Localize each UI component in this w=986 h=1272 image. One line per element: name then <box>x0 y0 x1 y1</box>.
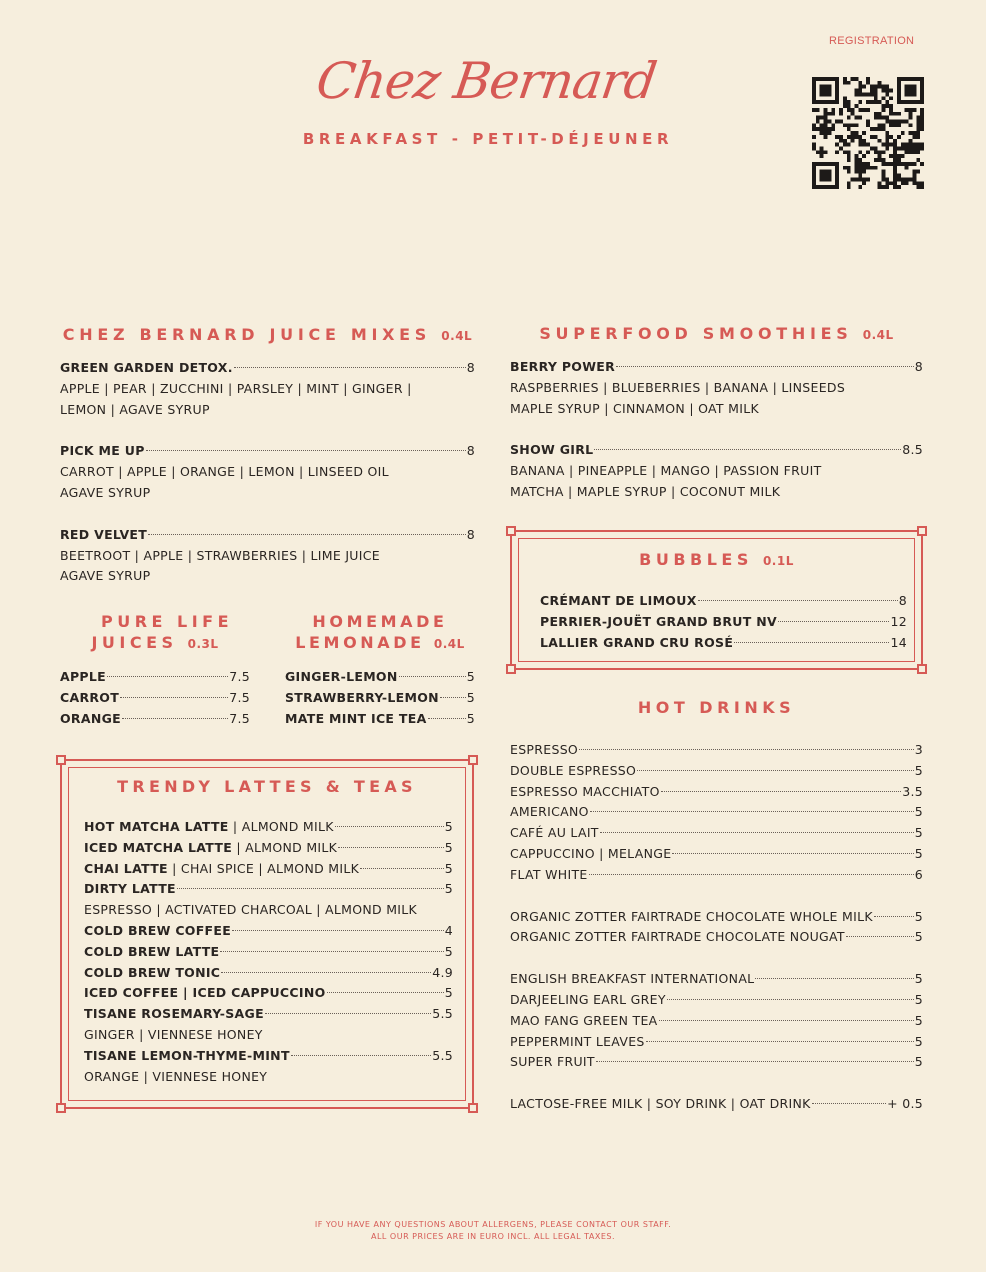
bubbles-title: BUBBLES 0.1L <box>639 550 794 569</box>
item-price: 5 <box>914 1054 923 1070</box>
menu-item-row <box>510 1052 923 1073</box>
item-description: MATCHA | MAPLE SYRUP | COCONUT MILK <box>510 483 781 499</box>
item-name: ICED COFFEE | ICED CAPPUCCINO <box>84 985 326 1001</box>
menu-item-row <box>60 667 250 688</box>
menu-item-row <box>510 823 923 844</box>
item-name: ICED MATCHA LATTE <box>84 839 233 855</box>
item-price: 5 <box>914 991 923 1007</box>
dot-leader <box>698 600 898 601</box>
item-name: ESPRESSO MACCHIATO <box>510 783 660 799</box>
menu-item-row <box>60 441 475 462</box>
smoothies-list <box>510 357 923 503</box>
bubbles-frame <box>510 530 923 670</box>
dot-leader <box>399 676 466 677</box>
dot-leader <box>590 811 914 812</box>
menu-item-row <box>60 525 475 546</box>
item-name: CAPPUCCINO | MELANGE <box>510 845 672 861</box>
item-name: COLD BREW COFFEE <box>84 922 232 938</box>
menu-item-row <box>510 865 923 886</box>
item-name: CHAI LATTE <box>84 860 168 876</box>
lemonade-title: HOMEMADE LEMONADE 0.4L <box>295 612 465 652</box>
item-price: 5 <box>914 1012 923 1028</box>
item-name: HOT MATCHA LATTE <box>84 819 229 834</box>
item-name: FLAT WHITE <box>510 866 588 882</box>
menu-item-row <box>510 740 923 761</box>
menu-item-row <box>540 633 907 654</box>
menu-item-row <box>540 591 907 612</box>
item-price: 14 <box>890 634 907 650</box>
qr-code-icon[interactable] <box>812 77 924 189</box>
item-price: 5 <box>914 908 923 924</box>
item-name: STRAWBERRY-LEMON <box>285 689 439 705</box>
item-name: PEPPERMINT LEAVES <box>510 1033 645 1049</box>
item-name: LACTOSE-FREE MILK | SOY DRINK | OAT DRINK <box>510 1096 811 1112</box>
dot-leader <box>122 718 228 719</box>
dot-leader <box>661 791 901 792</box>
menu-item-row <box>84 1004 453 1025</box>
item-price: 4.9 <box>432 964 453 980</box>
dot-leader <box>667 999 914 1000</box>
item-name: COLD BREW TONIC <box>84 964 221 980</box>
item-price: 5 <box>914 845 923 861</box>
menu-item-row <box>60 688 250 709</box>
item-price: 5 <box>914 1033 923 1049</box>
item-price: 8 <box>466 360 475 375</box>
item-price: 5 <box>444 860 453 876</box>
bubbles-list <box>540 591 907 653</box>
item-price: 5 <box>444 881 453 897</box>
menu-item-row <box>285 709 475 730</box>
juice-mixes-list <box>60 358 475 587</box>
menu-item-row <box>84 817 453 838</box>
item-name: PICK ME UP <box>60 443 145 459</box>
footer-note <box>0 1219 986 1243</box>
menu-item-row <box>510 761 923 782</box>
dot-leader <box>440 697 466 698</box>
item-name: SHOW GIRL <box>510 442 594 458</box>
menu-item-row <box>540 612 907 633</box>
item-name: CRÉMANT DE LIMOUX <box>540 593 697 608</box>
menu-item-row <box>60 358 475 379</box>
dot-leader <box>596 1061 914 1062</box>
dot-leader <box>148 534 466 535</box>
item-name: COLD BREW LATTE <box>84 943 220 959</box>
item-price: + 0.5 <box>887 1096 923 1112</box>
menu-item-row <box>84 921 453 942</box>
dot-leader <box>360 868 444 869</box>
item-name: TISANE ROSEMARY-SAGE <box>84 1006 264 1022</box>
pure-life-list <box>60 667 250 729</box>
item-price: 5 <box>444 839 453 855</box>
item-description: ESPRESSO | ACTIVATED CHARCOAL | ALMOND MILK <box>84 902 418 918</box>
dot-leader <box>146 450 466 451</box>
dot-leader <box>579 749 914 750</box>
menu-item-row <box>510 802 923 823</box>
item-name: RED VELVET <box>60 526 148 542</box>
item-description: APPLE | PEAR | ZUCCHINI | PARSLEY | MINT | GINGER | <box>60 380 412 396</box>
item-description: LEMON | AGAVE SYRUP <box>60 401 210 417</box>
dot-leader <box>646 1041 914 1042</box>
dot-leader <box>234 367 466 368</box>
menu-item-row <box>84 942 453 963</box>
menu-item-row <box>84 838 453 859</box>
dot-leader <box>335 826 444 827</box>
smoothies-section <box>510 323 923 503</box>
menu-item-row <box>285 688 475 709</box>
dot-leader <box>291 1055 431 1056</box>
item-price: 12 <box>890 613 907 629</box>
dot-leader <box>755 978 913 979</box>
item-name: ORANGE <box>60 710 121 726</box>
menu-item-row <box>510 969 923 990</box>
item-price: 5 <box>914 825 923 841</box>
menu-item-row <box>510 440 923 461</box>
item-price: 3 <box>914 742 923 757</box>
item-price: 5 <box>444 819 453 834</box>
item-price: 3.5 <box>902 783 923 799</box>
footer-prices: ALL OUR PRICES ARE IN EURO INCL. ALL LEGAL TAXES. <box>371 1232 615 1241</box>
item-name: LALLIER GRAND CRU ROSÉ <box>540 634 734 650</box>
item-extra: | CHAI SPICE | ALMOND MILK <box>167 860 360 876</box>
item-extra: | ALMOND MILK <box>228 819 334 834</box>
item-price: 5 <box>914 929 923 945</box>
item-price: 8 <box>898 593 907 608</box>
dot-leader <box>812 1103 887 1104</box>
item-name: MAO FANG GREEN TEA <box>510 1012 658 1028</box>
item-name: ORGANIC ZOTTER FAIRTRADE CHOCOLATE WHOLE MILK <box>510 908 873 924</box>
item-price: 8.5 <box>902 442 923 458</box>
dot-leader <box>734 642 889 643</box>
dot-leader <box>120 697 228 698</box>
hot-drinks-title: HOT DRINKS <box>637 698 796 717</box>
item-name: MATE MINT ICE TEA <box>285 710 427 726</box>
dot-leader <box>220 951 443 952</box>
lattes-title: TRENDY LATTES & TEAS <box>117 777 417 796</box>
item-description: AGAVE SYRUP <box>60 484 151 500</box>
lemonade-section <box>285 611 475 729</box>
menu-item-row <box>510 907 923 928</box>
item-name: PERRIER-JOUËT GRAND BRUT NV <box>540 613 777 629</box>
dot-leader <box>600 832 914 833</box>
item-price: 7.5 <box>229 689 250 705</box>
pure-life-section <box>60 611 250 729</box>
menu-item-row <box>510 844 923 865</box>
dot-leader <box>589 874 914 875</box>
item-price: 5 <box>914 804 923 820</box>
hot-drinks-list <box>510 740 923 1115</box>
item-name: GREEN GARDEN DETOX. <box>60 360 233 375</box>
dot-leader <box>428 718 466 719</box>
menu-item-row <box>510 782 923 803</box>
item-price: 5 <box>466 669 475 684</box>
item-name: BERRY POWER <box>510 359 616 374</box>
menu-item-row <box>510 990 923 1011</box>
item-extra: | ALMOND MILK <box>232 839 338 855</box>
item-name: APPLE <box>60 669 107 684</box>
menu-item-row <box>510 357 923 378</box>
item-price: 5 <box>466 710 475 726</box>
item-price: 5 <box>914 971 923 987</box>
dot-leader <box>778 621 890 622</box>
item-name: GINGER-LEMON <box>285 669 398 684</box>
menu-item-row <box>84 879 453 900</box>
item-name: AMERICANO <box>510 804 589 820</box>
item-name: ENGLISH BREAKFAST INTERNATIONAL <box>510 971 755 987</box>
dot-leader <box>846 936 914 937</box>
item-price: 8 <box>914 359 923 374</box>
restaurant-logo: Chez Bernard <box>312 52 660 110</box>
item-price: 5 <box>444 985 453 1001</box>
item-price: 5 <box>444 943 453 959</box>
item-price: 8 <box>466 443 475 459</box>
item-price: 5.5 <box>432 1006 453 1022</box>
item-description: AGAVE SYRUP <box>60 568 151 584</box>
item-name: TISANE LEMON-THYME-MINT <box>84 1047 290 1063</box>
dot-leader <box>221 972 431 973</box>
item-description: BANANA | PINEAPPLE | MANGO | PASSION FRUIT <box>510 463 822 479</box>
item-price: 8 <box>466 526 475 542</box>
dot-leader <box>637 770 914 771</box>
dot-leader <box>107 676 228 677</box>
lattes-list <box>84 817 453 1087</box>
dot-leader <box>659 1020 914 1021</box>
smoothies-title: SUPERFOOD SMOOTHIES 0.4L <box>539 324 894 343</box>
registration-link[interactable]: REGISTRATION <box>829 35 915 47</box>
item-price: 5.5 <box>432 1047 453 1063</box>
footer-allergens: IF YOU HAVE ANY QUESTIONS ABOUT ALLERGENS, PLEASE CONTACT OUR STAFF. <box>314 1220 672 1229</box>
item-price: 7.5 <box>229 669 250 684</box>
item-price: 4 <box>444 922 453 938</box>
dot-leader <box>338 847 444 848</box>
item-price: 6 <box>914 866 923 882</box>
lemonade-list <box>285 667 475 729</box>
lattes-frame <box>60 759 474 1109</box>
item-description: GINGER | VIENNESE HONEY <box>84 1026 263 1042</box>
dot-leader <box>177 888 444 889</box>
dot-leader <box>327 992 444 993</box>
item-name: CARROT <box>60 689 120 705</box>
menu-item-row <box>84 983 453 1004</box>
item-description: ORANGE | VIENNESE HONEY <box>84 1068 268 1084</box>
menu-item-row <box>510 1011 923 1032</box>
item-description: BEETROOT | APPLE | STRAWBERRIES | LIME JUICE <box>60 547 380 563</box>
dot-leader <box>874 916 914 917</box>
item-name: DIRTY LATTE <box>84 881 176 897</box>
dot-leader <box>672 853 913 854</box>
menu-item-row <box>84 963 453 984</box>
item-name: SUPER FRUIT <box>510 1054 595 1070</box>
item-name: ORGANIC ZOTTER FAIRTRADE CHOCOLATE NOUGAT <box>510 929 845 945</box>
dot-leader <box>616 366 914 367</box>
dot-leader <box>594 449 901 450</box>
menu-item-row <box>285 667 475 688</box>
menu-item-row <box>510 1094 923 1115</box>
item-description: RASPBERRIES | BLUEBERRIES | BANANA | LINSEEDS <box>510 379 846 395</box>
menu-item-row <box>84 1046 453 1067</box>
item-description: MAPLE SYRUP | CINNAMON | OAT MILK <box>510 400 759 416</box>
menu-subtitle: BREAKFAST - PETIT-DÉJEUNER <box>302 130 674 148</box>
item-name: ESPRESSO <box>510 742 579 757</box>
item-price: 5 <box>914 762 923 778</box>
item-name: CAFÉ AU LAIT <box>510 825 599 841</box>
pure-life-title: PURE LIFE JUICES 0.3L <box>91 612 234 652</box>
dot-leader <box>265 1013 431 1014</box>
juice-mixes-section <box>60 324 475 587</box>
menu-item-row <box>510 1032 923 1053</box>
item-description: CARROT | APPLE | ORANGE | LEMON | LINSEED OIL <box>60 464 389 480</box>
item-name: DARJEELING EARL GREY <box>510 991 666 1007</box>
dot-leader <box>232 930 444 931</box>
menu-item-row <box>84 859 453 880</box>
item-price: 5 <box>466 689 475 705</box>
menu-item-row <box>510 927 923 948</box>
juice-mixes-title: CHEZ BERNARD JUICE MIXES 0.4L <box>62 325 473 344</box>
hot-drinks-section <box>510 697 923 1115</box>
menu-item-row <box>60 709 250 730</box>
item-name: DOUBLE ESPRESSO <box>510 762 637 778</box>
item-price: 7.5 <box>229 710 250 726</box>
